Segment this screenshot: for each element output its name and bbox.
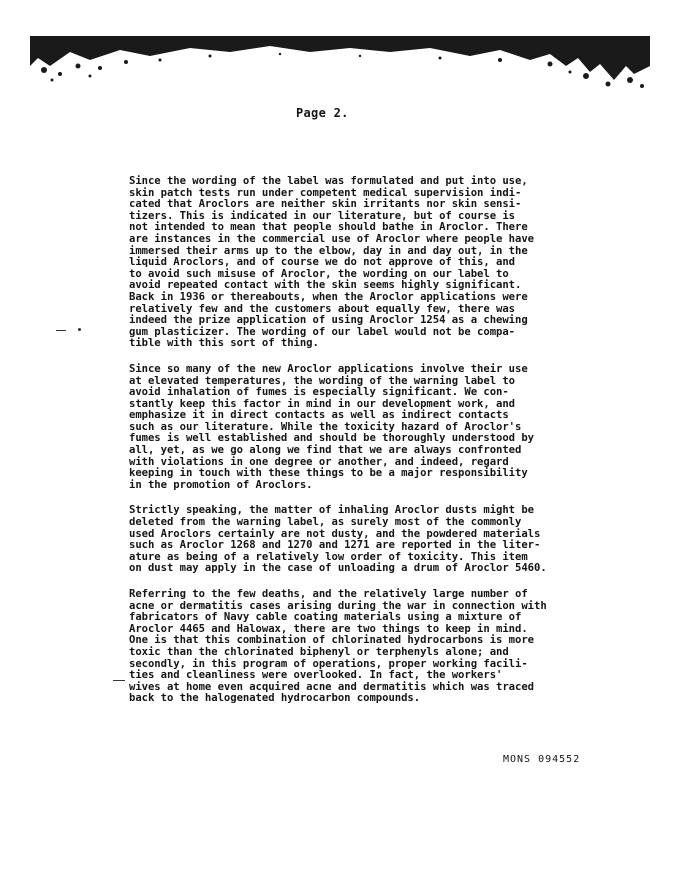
text-line: immersed their arms up to the elbow, day in and day out, in the bbox=[129, 244, 528, 257]
text-line: Strictly speaking, the matter of inhaling Aroclor dusts might be bbox=[129, 504, 534, 517]
text-line: indeed the prize application of using Aroclor 1254 as a chewing bbox=[129, 314, 528, 327]
text-line: on dust may apply in the case of unloading a drum of Aroclor 5460. bbox=[129, 562, 547, 575]
document-id: MONS 094552 bbox=[503, 754, 581, 765]
text-line: such as our literature. While the toxicity hazard of Aroclor's bbox=[129, 420, 522, 433]
text-line: with violations in one degree or another, and indeed, regard bbox=[129, 455, 509, 468]
text-line: ties and cleanliness were overlooked. In fact, the workers' bbox=[129, 669, 503, 682]
paragraph-fume-inhalation bbox=[129, 364, 609, 492]
text-line: wives at home even acquired acne and dermatitis which was traced bbox=[129, 680, 534, 693]
text-line: Aroclor 4465 and Halowax, there are two things to keep in mind. bbox=[129, 622, 528, 635]
text-line: tizers. This is indicated in our literature, but of course is bbox=[129, 209, 516, 222]
text-line: to avoid such misuse of Aroclor, the wording on our label to bbox=[129, 267, 509, 280]
text-line: not intended to mean that people should bathe in Aroclor. There bbox=[129, 221, 528, 234]
text-line: cated that Aroclors are neither skin irritants nor skin sensi- bbox=[129, 198, 522, 211]
text-line: gum plasticizer. The wording of our label would not be compa- bbox=[129, 325, 516, 338]
text-line: emphasize it in direct contacts as well as indirect contacts bbox=[129, 409, 509, 422]
text-line: in the promotion of Aroclors. bbox=[129, 478, 313, 491]
text-line: tible with this sort of thing. bbox=[129, 337, 319, 350]
text-line: back to the halogenated hydrocarbon compounds. bbox=[129, 692, 421, 705]
text-line: deleted from the warning label, as surely most of the commonly bbox=[129, 516, 522, 529]
margin-dash-mark bbox=[113, 680, 125, 681]
text-line: ature as being of a relatively low order of toxicity. This item bbox=[129, 550, 528, 563]
text-line: relatively few and the customers about equally few, there was bbox=[129, 302, 516, 315]
text-line: Since the wording of the label was formulated and put into use, bbox=[129, 175, 528, 187]
text-line: Since so many of the new Aroclor applications involve their use bbox=[129, 362, 528, 375]
text-line: fabricators of Navy cable coating materials using a mixture of bbox=[129, 611, 522, 624]
text-line: fumes is well established and should be thoroughly understood by bbox=[129, 432, 534, 445]
text-line: liquid Aroclors, and of course we do not approve of this, and bbox=[129, 256, 516, 269]
text-line: acne or dermatitis cases arising during the war in connection with bbox=[129, 599, 547, 612]
text-line: stantly keep this factor in mind in our development work, and bbox=[129, 397, 516, 410]
text-line: keeping in touch with these things to be a major responsibility bbox=[129, 467, 528, 480]
text-line: avoid inhalation of fumes is especially significant. We con- bbox=[129, 386, 509, 399]
text-line: Back in 1936 or thereabouts, when the Aroclor applications were bbox=[129, 290, 528, 303]
text-line: such as Aroclor 1268 and 1270 and 1271 are reported in the liter- bbox=[129, 539, 541, 552]
text-line: avoid repeated contact with the skin seems highly significant. bbox=[129, 279, 522, 292]
text-line: Referring to the few deaths, and the relatively large number of bbox=[129, 588, 528, 600]
scan-noise-graphic bbox=[30, 36, 650, 88]
margin-dash-mark bbox=[56, 330, 66, 331]
text-line: toxic than the chlorinated biphenyl or terphenyls alone; and bbox=[129, 645, 509, 658]
page-number: Page 2. bbox=[296, 106, 349, 120]
paragraph-skin-contact bbox=[129, 176, 609, 350]
text-line: secondly, in this program of operations, proper working facili- bbox=[129, 657, 528, 670]
paragraph-deaths-dermatitis bbox=[129, 589, 609, 705]
text-line: used Aroclors certainly are not dusty, and the powdered materials bbox=[129, 527, 541, 540]
document-body bbox=[129, 176, 609, 719]
paragraph-dust-inhalation bbox=[129, 505, 609, 575]
margin-dot-mark bbox=[78, 328, 81, 331]
text-line: are instances in the commercial use of Aroclor where people have bbox=[129, 232, 534, 245]
text-line: skin patch tests run under competent medical supervision indi- bbox=[129, 186, 522, 199]
text-line: at elevated temperatures, the wording of the warning label to bbox=[129, 374, 516, 387]
text-line: all, yet, as we go along we find that we are always confronted bbox=[129, 444, 522, 457]
scan-top-edge bbox=[30, 36, 650, 88]
text-line: One is that this combination of chlorinated hydrocarbons is more bbox=[129, 634, 534, 647]
